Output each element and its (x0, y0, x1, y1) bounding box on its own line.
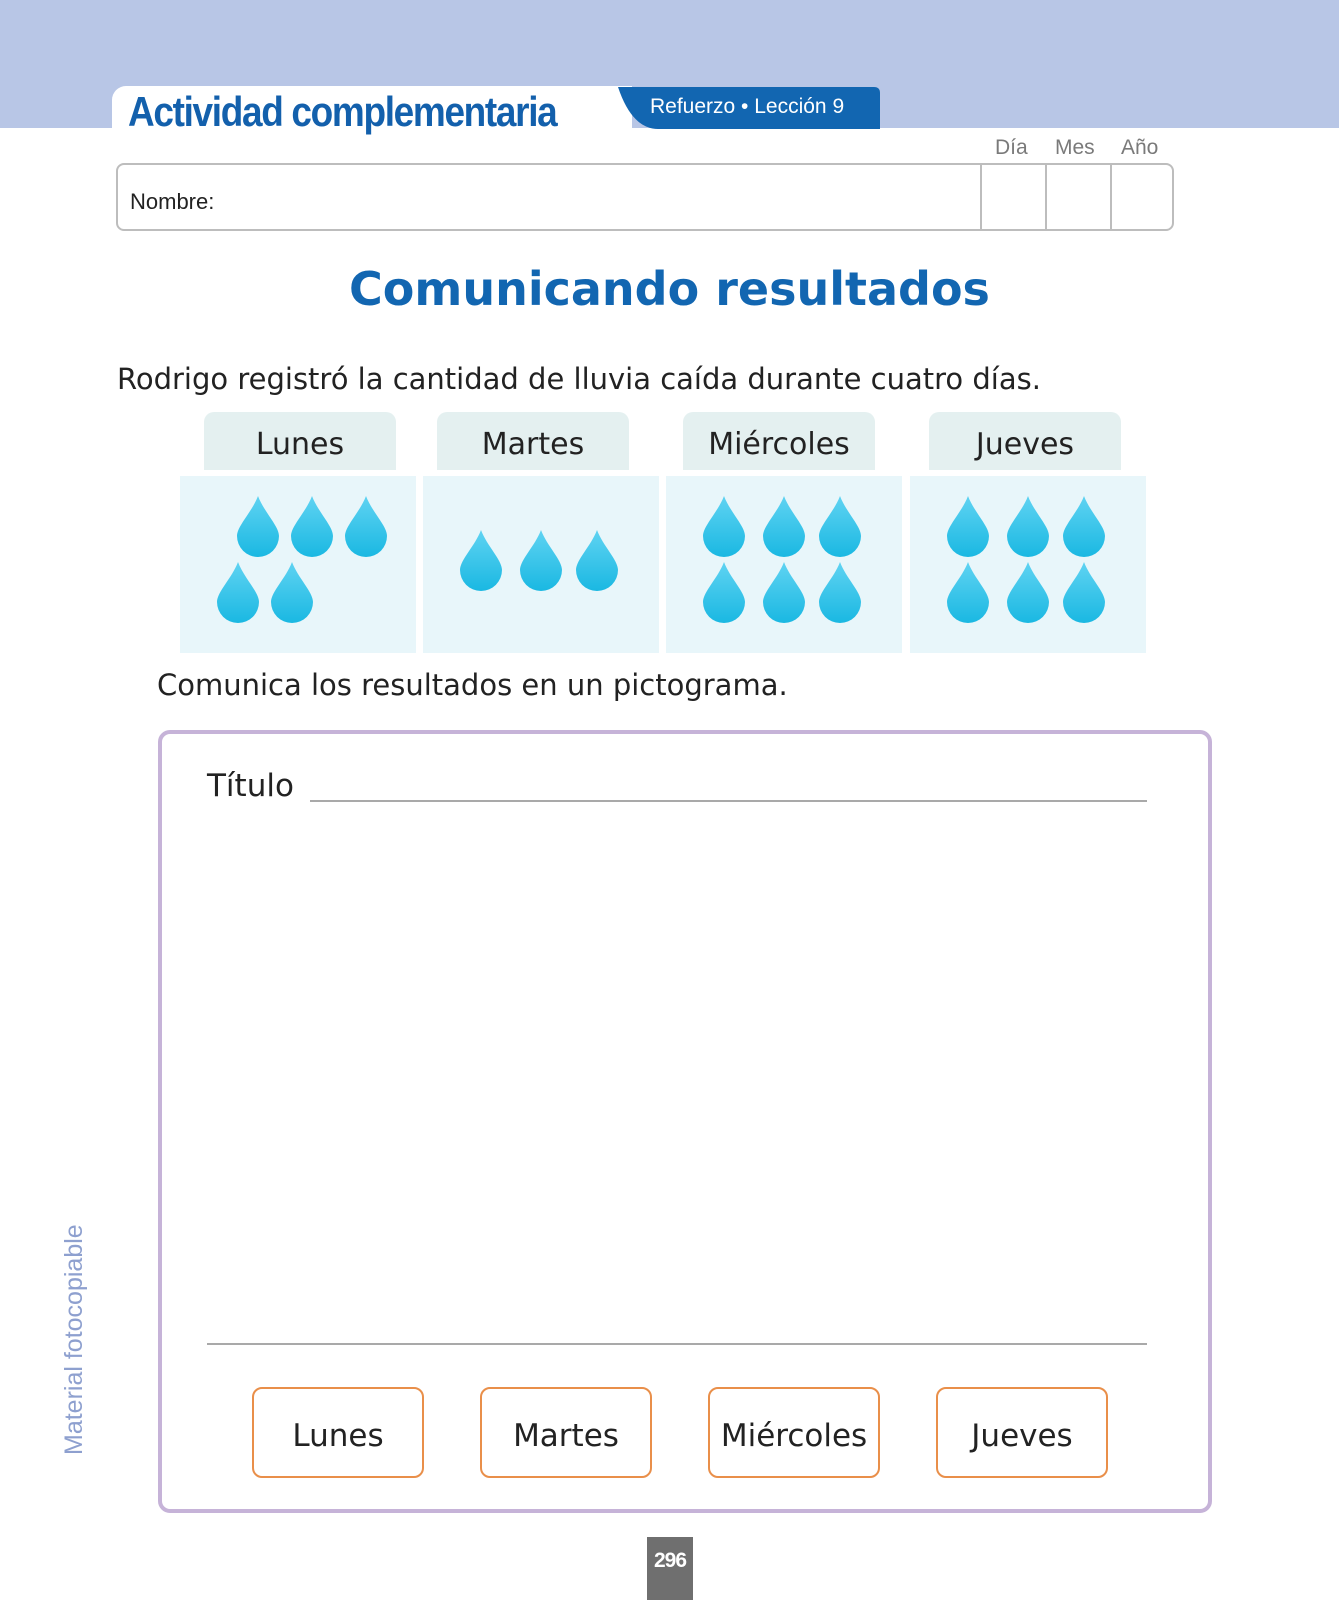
drops-lunes (180, 476, 416, 653)
page-number: 296 (653, 1549, 687, 1572)
page-number-box (647, 1537, 693, 1600)
day-label: Día (995, 136, 1028, 159)
day-tab-miercoles: Miércoles (683, 412, 875, 470)
day-field[interactable] (980, 165, 1047, 229)
water-drop-icon (1063, 496, 1105, 557)
day-tab-martes: Martes (437, 412, 629, 470)
activity-title: Actividad complementaria (128, 88, 557, 135)
pictogram-day-lunes: Lunes (252, 1387, 424, 1478)
water-drop-icon (237, 496, 279, 557)
water-drop-icon (703, 496, 745, 557)
water-drop-icon (703, 562, 745, 623)
lesson-badge (618, 87, 880, 129)
water-drop-icon (576, 530, 618, 591)
main-title: Comunicando resultados (349, 262, 990, 316)
drop-panel-martes (423, 476, 659, 653)
water-drop-icon (460, 530, 502, 591)
water-drop-icon (1007, 562, 1049, 623)
water-drop-icon (763, 562, 805, 623)
water-drop-icon (763, 496, 805, 557)
pictogram-day-miercoles: Miércoles (708, 1387, 880, 1478)
water-drop-icon (947, 562, 989, 623)
month-label: Mes (1055, 136, 1095, 159)
intro-text: Rodrigo registró la cantidad de lluvia caída durante cuatro días. (117, 362, 1041, 396)
water-drop-icon (1007, 496, 1049, 557)
day-tab-jueves: Jueves (929, 412, 1121, 470)
water-drop-icon (271, 562, 313, 623)
pictogram-baseline (207, 1343, 1147, 1345)
name-label: Nombre: (130, 189, 215, 214)
drop-panel-jueves (910, 476, 1146, 653)
drop-panel-lunes (180, 476, 416, 653)
name-box (116, 163, 1174, 231)
month-field[interactable] (1045, 165, 1112, 229)
side-note: Material fotocopiable (60, 1224, 88, 1455)
water-drop-icon (1063, 562, 1105, 623)
instruction-text: Comunica los resultados en un pictograma. (157, 668, 788, 702)
pictogram-day-martes: Martes (480, 1387, 652, 1478)
drops-jueves (910, 476, 1146, 653)
water-drop-icon (217, 562, 259, 623)
water-drop-icon (520, 530, 562, 591)
title-label: Título (207, 768, 294, 804)
water-drop-icon (291, 496, 333, 557)
drops-miercoles (666, 476, 902, 653)
title-write-line[interactable] (310, 800, 1147, 802)
day-tab-lunes: Lunes (204, 412, 396, 470)
water-drop-icon (947, 496, 989, 557)
year-label: Año (1121, 136, 1159, 159)
water-drop-icon (819, 496, 861, 557)
pictogram-day-jueves: Jueves (936, 1387, 1108, 1478)
water-drop-icon (819, 562, 861, 623)
drops-martes (423, 476, 659, 653)
drop-panel-miercoles (666, 476, 902, 653)
year-field[interactable] (1110, 165, 1177, 229)
lesson-badge-text: Refuerzo • Lección 9 (650, 95, 845, 118)
water-drop-icon (345, 496, 387, 557)
